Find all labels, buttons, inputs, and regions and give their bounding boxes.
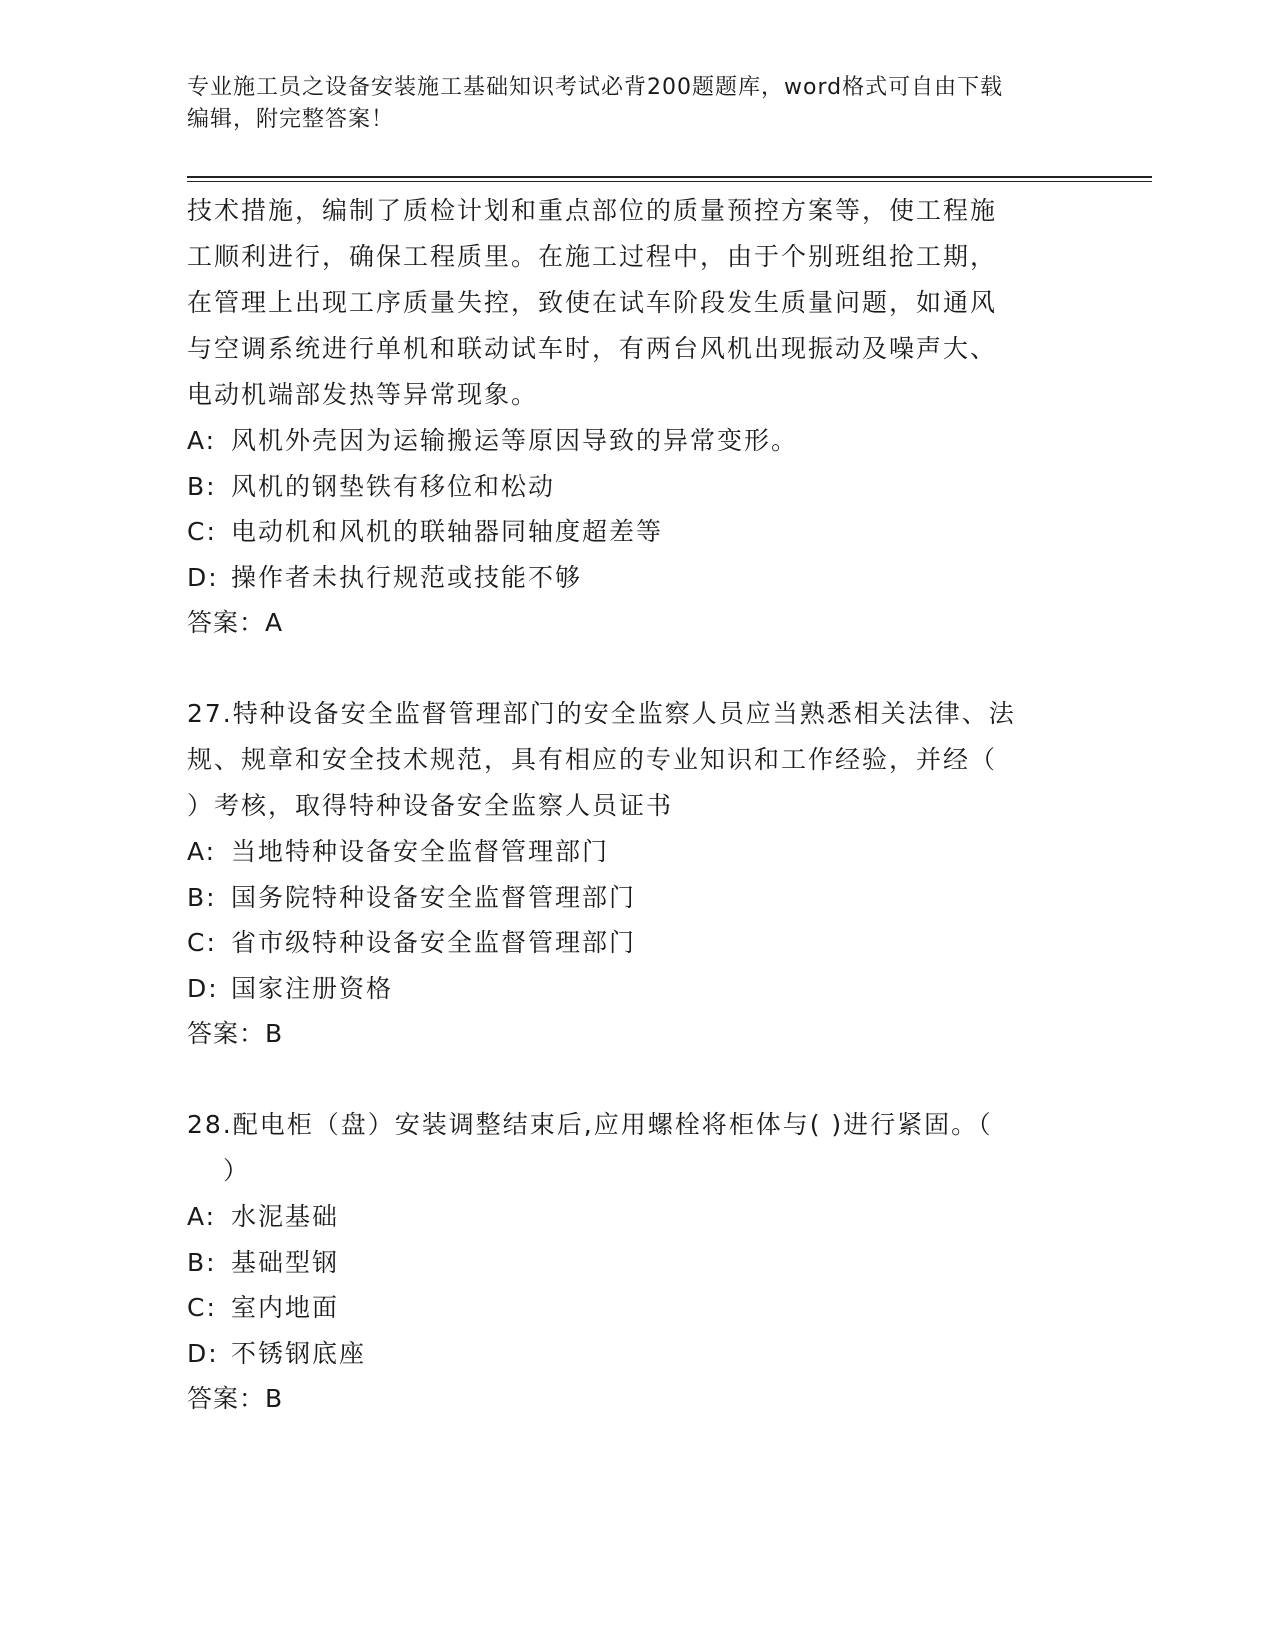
option-c [187,1285,1087,1331]
header-title-line-1: 专业施工员之设备安装施工基础知识考试必背200题题库，word格式可自由下载 [187,75,1004,100]
answer-line: 答案：B [187,1019,284,1048]
option-d [187,1331,1087,1377]
question-text-line: ） [223,1156,251,1185]
document-body [187,188,1087,1422]
option-b [187,1240,1087,1286]
option-key: B: [187,1247,217,1277]
option-key: C: [187,517,217,546]
header-rule-thin [187,181,1152,182]
option-key: D: [187,562,219,592]
question-text-line: 在管理上出现工序质量失控，致使在试车阶段发生质量问题，如通风 [187,288,998,317]
question-text-line: 电动机端部发热等异常现象。 [187,380,539,409]
option-c [187,920,1087,966]
question-text [187,1102,1087,1194]
answer-line: 答案：B [187,1384,284,1413]
option-text: 国家注册资格 [231,973,394,1003]
option-a [187,829,1087,875]
option-text: 风机外壳因为运输搬运等原因导致的异常变形。 [231,426,799,455]
option-key: B: [187,882,217,912]
question-text-line: 工顺利进行，确保工程质里。在施工过程中，由于个别班组抢工期， [187,242,998,271]
option-a [187,1194,1087,1240]
option-key: D: [187,973,219,1003]
option-text: 省市级特种设备安全监督管理部门 [231,928,637,957]
option-text: 基础型钢 [231,1247,340,1277]
option-text: 水泥基础 [231,1202,340,1231]
question-text-line: 技术措施，编制了质检计划和重点部位的质量预控方案等，使工程施 [187,196,998,225]
question-continuation [187,188,1087,646]
header-title-line-2: 编辑，附完整答案！ [187,107,395,132]
option-text: 国务院特种设备安全监督管理部门 [231,882,637,912]
option-a [187,418,1087,464]
option-text: 室内地面 [231,1293,340,1322]
question-spacer [187,646,1087,691]
option-d [187,966,1087,1012]
option-d [187,555,1087,601]
option-b [187,875,1087,921]
question-text-line: ）考核，取得特种设备安全监察人员证书 [187,791,674,820]
question-text-line: 27.特种设备安全监督管理部门的安全监察人员应当熟悉相关法律、法 [187,699,1016,728]
option-key: C: [187,1293,217,1322]
question-spacer [187,1057,1087,1102]
option-text: 不锈钢底座 [231,1338,367,1368]
option-key: A: [187,837,217,866]
answer-line: 答案：A [187,608,284,637]
document-header [187,72,1067,136]
option-c [187,509,1087,555]
option-key: C: [187,928,217,957]
question-28 [187,1102,1087,1422]
option-text: 风机的钢垫铁有移位和松动 [231,471,556,501]
option-key: A: [187,426,217,455]
option-key: B: [187,471,217,501]
option-text: 操作者未执行规范或技能不够 [231,562,583,592]
option-text: 电动机和风机的联轴器同轴度超差等 [231,517,664,546]
question-text-line: 规、规章和安全技术规范，具有相应的专业知识和工作经验，并经（ [187,745,998,774]
option-b [187,464,1087,510]
question-text-line: 与空调系统进行单机和联动试车时，有两台风机出现振动及噪声大、 [187,334,998,363]
option-text: 当地特种设备安全监督管理部门 [231,837,610,866]
option-key: A: [187,1202,217,1231]
header-rule-thick [187,176,1152,178]
question-27 [187,691,1087,1057]
question-text-line: 28.配电柜（盘）安装调整结束后,应用螺栓将柜体与( )进行紧固。（ [187,1110,993,1139]
option-key: D: [187,1338,219,1368]
